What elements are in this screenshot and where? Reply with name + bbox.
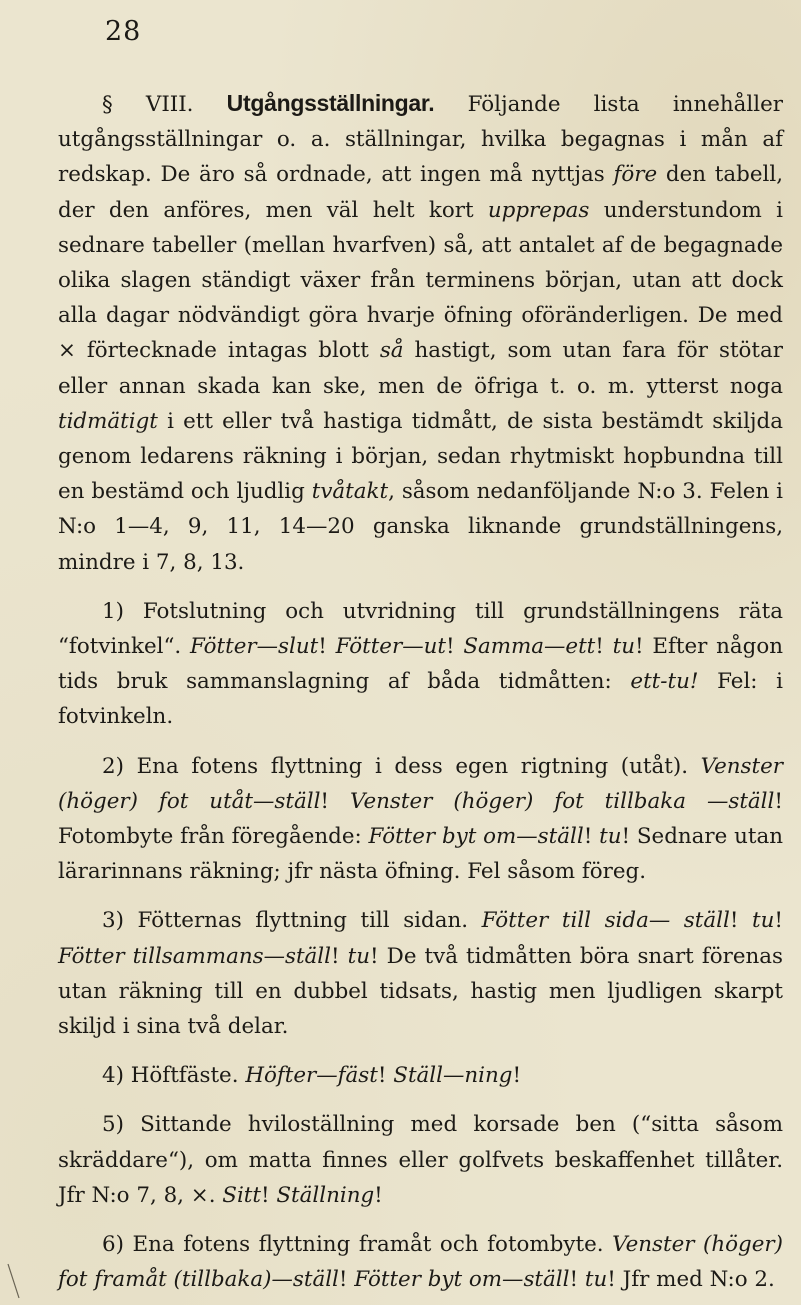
page-number: 28 [105,16,142,47]
command-text: Ställning [276,1182,375,1208]
paragraph-text: understundom i sednare tabeller (mellan hvarfven) så, att antalet af de begagnade olika slagen ständigt växer från terminens början, utan att dock alla dagar nödvändigt göra hvarje öfning oföränderligen. De med × förtecknade intagas blott [58,197,783,364]
command-text: tu [752,908,775,934]
exercise-item-1 [58,594,783,735]
paragraph-text: ! Sednare utan lärarinnans räkning; jfr nästa öfning. Fel såsom föreg. [58,824,784,885]
command-text: Sitt [222,1182,261,1208]
paragraph-text: ! [318,634,336,660]
section-intro-paragraph [58,86,783,580]
emphasis-text: tidmätigt [58,408,158,434]
exercise-item-5 [58,1107,783,1213]
section-mark: § VIII. [102,92,194,117]
paragraph-text: ! [512,1063,522,1089]
paragraph-text: ! Fotombyte från föregående: [58,788,783,850]
command-text: Fötter till sida— ställ [481,908,730,934]
command-text: Venster (höger) fot utåt—ställ [58,753,783,814]
paragraph-text: ! [338,1267,355,1293]
paragraph-text: 3) Fötternas flyttning till sidan. [102,908,482,934]
paragraph-text: ! De två tidmåtten böra snart förenas utan räkning till en dubbel tidsats, hastig men ljudligen skarpt skiljd i sina två delar. [58,943,784,1040]
paragraph-text: ! [583,824,600,850]
paragraph-text: 4) Höftfäste. [102,1063,246,1089]
command-text: tu [599,824,622,850]
command-text: Fötter tillsammans—ställ [58,943,331,969]
section-title: Utgångsställningar. [226,90,435,116]
paragraph-text: ! [374,1182,383,1208]
emphasis-text: så [379,338,404,364]
emphasis-text: före [613,162,658,188]
command-text: Fötter—slut [189,634,319,660]
page-body [58,86,783,1298]
exercise-item-6 [58,1227,783,1297]
paragraph-text: ! [260,1182,277,1208]
exercise-item-2 [58,749,783,890]
command-text: ett-tu! [630,669,699,695]
exercise-item-3 [58,903,783,1044]
paragraph-text: 1) Fotslutning och utvridning till grundställningens räta “fotvinkel“. [58,598,783,660]
emphasis-text: upprepas [487,197,590,223]
paragraph-text: i ett eller två hastiga tidmått, de sista bestämdt skiljda genom ledarens räkning i början, sedan rhytmiskt hopbundna till en bestämd och ljudlig [58,408,783,505]
paragraph-text: 2) Ena fotens flyttning i dess egen rigtning (utåt). [102,753,701,779]
paragraph-text: ! [331,943,348,969]
command-text: Fötter byt om—ställ [368,824,584,850]
paragraph-text: ! [320,788,351,814]
command-text: Samma—ett [463,634,596,660]
paragraph-text: hastigt, som utan fara för stötar eller annan skada kan ske, men de öfriga t. o. m. ytterst noga [58,338,783,399]
page-corner-mark [7,1262,21,1300]
paragraph-text: ! [569,1267,585,1293]
command-text: Venster (höger) fot framåt (tillbaka)—ställ [58,1232,783,1293]
paragraph-text: ! [445,634,464,660]
command-text: tu [612,634,636,660]
command-text: Höfter—fäst [245,1063,378,1089]
paragraph-text: Följande lista innehåller utgångsställningar o. a. ställningar, hvilka begagnas i mån af redskap. De äro så ordnade, att ingen må nyttjas [58,92,783,188]
paragraph-text: , såsom nedanföljande N:o 3. Felen i N:o 1—4, 9, 11, 14—20 ganska liknande grundställningens, mindre i 7, 8, 13. [58,479,784,575]
paragraph-text: 6) Ena fotens flyttning framåt och fotombyte. [102,1232,613,1258]
command-text: Ställ—ning [393,1063,513,1089]
paragraph-text: ! Jfr med N:o 2. [607,1267,775,1293]
paragraph-text: Fel: i fotvinkeln. [58,669,783,730]
command-text: tu [347,943,371,969]
command-text: Venster (höger) fot tillbaka —ställ [350,788,775,814]
emphasis-text: tvåtakt [311,479,389,505]
paragraph-text: ! [377,1063,394,1089]
command-text: Fötter byt om—ställ [354,1267,570,1293]
exercise-item-4 [58,1058,783,1093]
command-text: Fötter—ut [335,634,446,660]
paragraph-text: ! [729,908,753,934]
paragraph-text: den tabell, der den anföres, men väl helt kort [58,162,783,223]
paragraph-text: 5) Sittande hviloställning med korsade ben (“sitta såsom skräddare“), om matta finnes eller golfvets beskaffenhet tillåter. Jfr N:o 7, 8, ×. [58,1112,783,1208]
paragraph-text: ! Efter någon tids bruk sammanslagning af båda tidmåtten: [58,634,784,695]
paragraph-text: ! [774,908,783,934]
command-text: tu [584,1267,608,1293]
paragraph-text: ! [595,634,613,660]
